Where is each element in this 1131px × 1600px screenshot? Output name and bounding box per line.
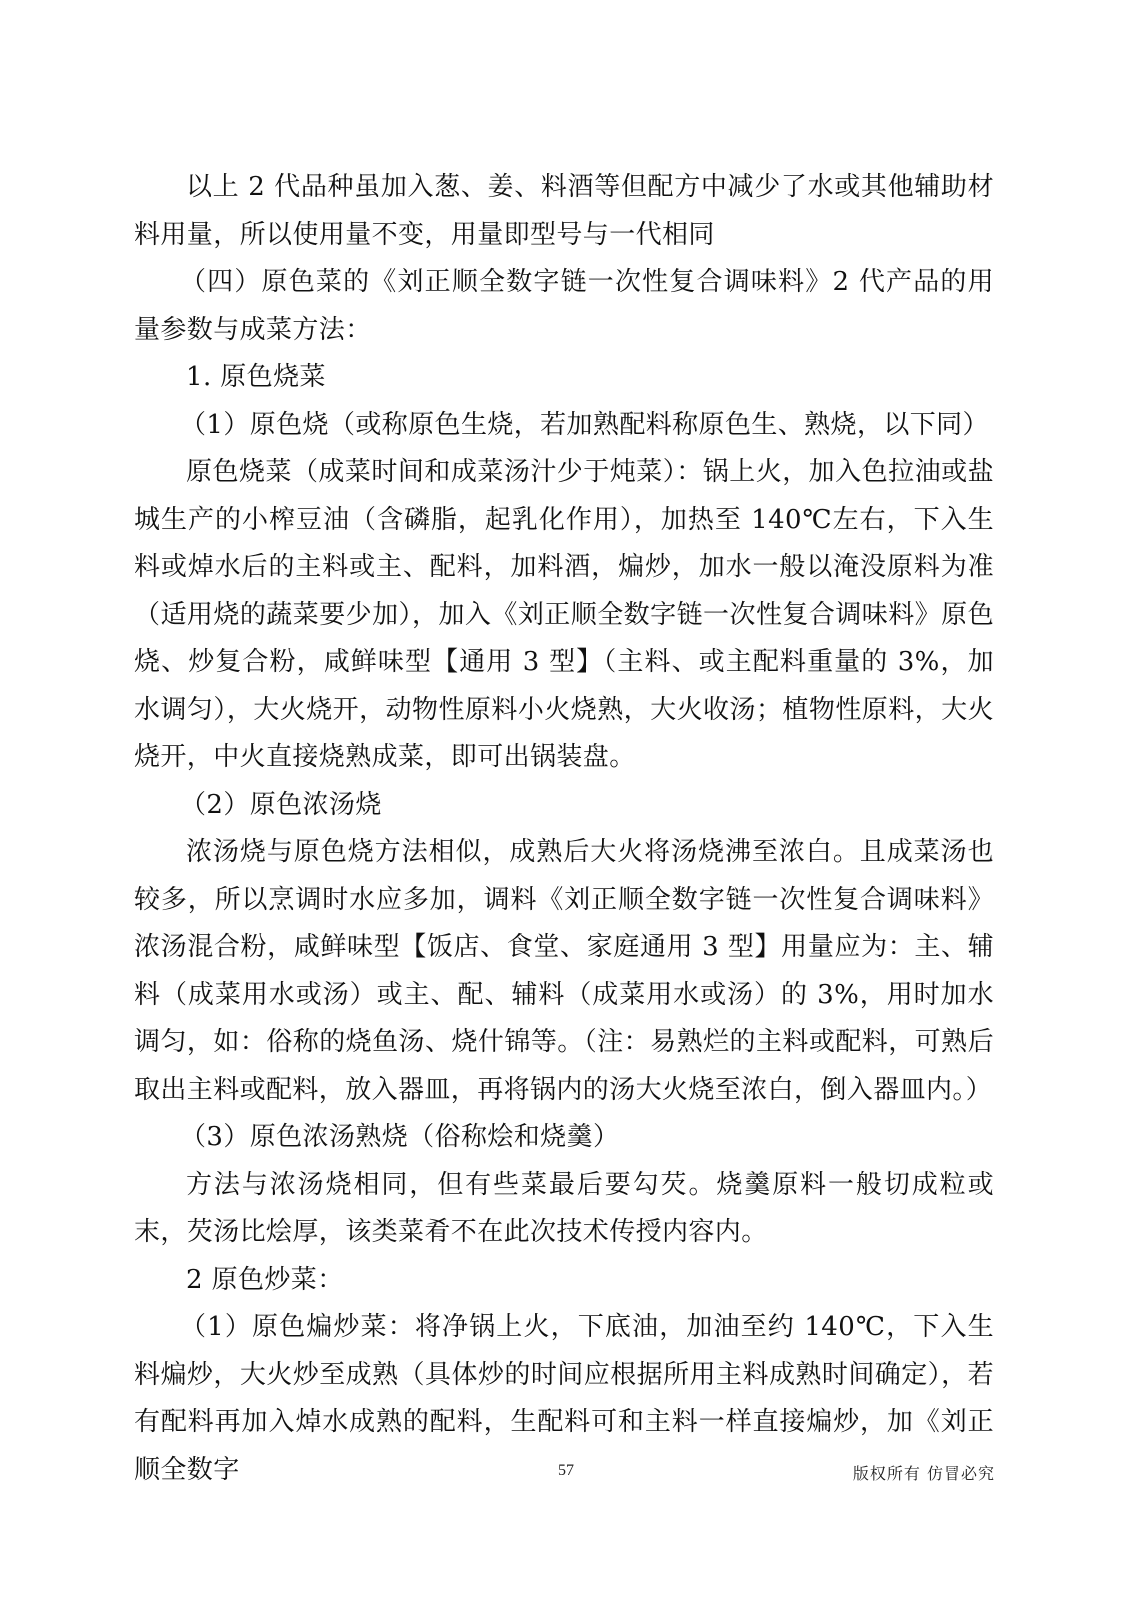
paragraph-braise-method: 原色烧菜（成菜时间和成菜汤汁少于炖菜）：锅上火，加入色拉油或盐城生产的小榨豆油（含磷脂，起乳化作用），加热至 140℃左右，下入生料或焯水后的主料或主、配料，加料酒，煸炒，加水一般以淹没原料为准（适用烧的蔬菜要少加），加入《刘正顺全数字链一次性复合调味料》原色烧、炒复合粉，咸鲜味型【通用 3 型】（主料、或主配料重量的 3%，加水调匀），大火烧开，动物性原料小火烧熟，大火收汤；植物性原料，大火烧开，中火直接烧熟成菜，即可出锅装盘。 <box>134 457 994 772</box>
subheading-braised-dishes: 1. 原色烧菜 <box>186 362 326 392</box>
subheading-thick-soup-cooked-braise: （3）原色浓汤熟烧（俗称烩和烧羹） <box>180 1122 620 1152</box>
document-body <box>134 164 994 1494</box>
subheading-thick-soup-braise: （2）原色浓汤烧 <box>180 789 382 820</box>
paragraph-thick-soup-method: 浓汤烧与原色烧方法相似，成熟后大火将汤烧沸至浓白。且成菜汤也较多，所以烹调时水应多加，调料《刘正顺全数字链一次性复合调味料》浓汤混合粉，咸鲜味型【饭店、食堂、家庭通用 3 型】用量应为：主、辅料（成菜用水或汤）或主、配、辅料（成菜用水或汤）的 3%，用时加水调匀，如：俗称的烧鱼汤、烧什锦等。（注：易熟烂的主料或配料，可熟后取出主料或配料，放入器皿，再将锅内的汤大火烧至浓白，倒入器皿内。） <box>134 837 994 1105</box>
subheading-stir-fry-dishes: 2 原色炒菜： <box>186 1264 344 1295</box>
subheading-original-braise: （1）原色烧（或称原色生烧，若加熟配料称原色生、熟烧，以下同） <box>180 409 989 440</box>
paragraph-stir-fry-method: （1）原色煸炒菜：将净锅上火，下底油，加油至约 140℃，下入生料煸炒，大火炒至成熟（具体炒的时间应根据所用主料成熟时间确定），若有配料再加入焯水成熟的配料，生配料可和主料一样直接煸炒，加《刘正顺全数字 <box>134 1312 994 1485</box>
paragraph-thick-soup-cooked-method: 方法与浓汤烧相同，但有些菜最后要勾芡。烧羹原料一般切成粒或末，芡汤比烩厚，该类菜肴不在此次技术传授内容内。 <box>134 1169 994 1247</box>
page-number: 57 <box>558 1462 574 1479</box>
paragraph-dosage-note: 以上 2 代品种虽加入葱、姜、料酒等但配方中减少了水或其他辅助材料用量，所以使用量不变，用量即型号与一代相同 <box>134 172 994 250</box>
copyright-notice: 版权所有 仿冒必究 <box>852 1464 995 1483</box>
section-heading-4: （四）原色菜的《刘正顺全数字链一次性复合调味料》2 代产品的用量参数与成菜方法： <box>134 267 994 345</box>
